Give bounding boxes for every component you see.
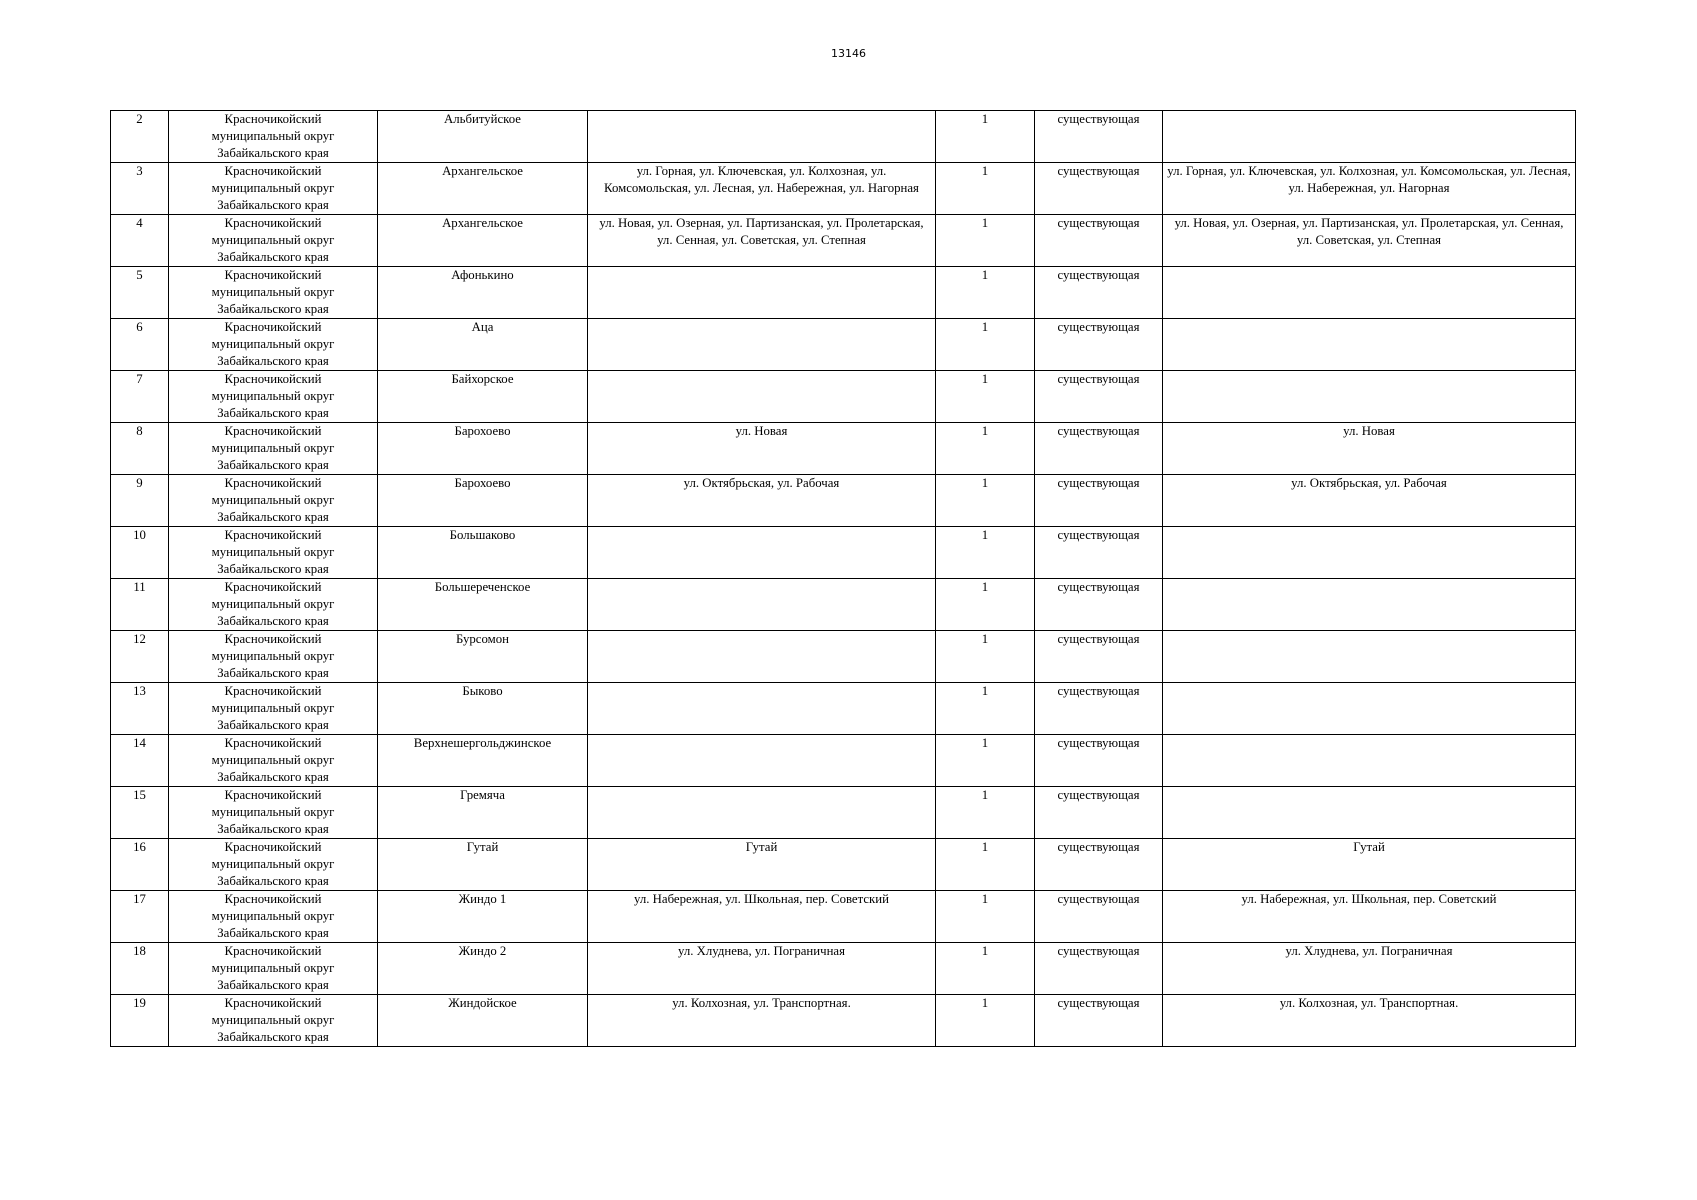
settlement-cell: Барохоево <box>378 475 588 527</box>
table-row <box>111 631 1576 683</box>
streets-cell: ул. Горная, ул. Ключевская, ул. Колхозная, ул. Комсомольская, ул. Лесная, ул. Набережная, ул. Нагорная <box>588 163 936 215</box>
table-row <box>111 839 1576 891</box>
district-cell: Красночикойский муниципальный округ Забайкальского края <box>169 631 378 683</box>
settlement-cell: Жиндо 1 <box>378 891 588 943</box>
count-cell: 1 <box>936 683 1035 735</box>
table-row <box>111 527 1576 579</box>
status-cell: существующая <box>1035 735 1163 787</box>
district-cell: Красночикойский муниципальный округ Забайкальского края <box>169 579 378 631</box>
streets-cell: ул. Новая <box>588 423 936 475</box>
row-number-cell: 17 <box>111 891 169 943</box>
settlement-cell: Архангельское <box>378 215 588 267</box>
streets-detail-cell: ул. Горная, ул. Ключевская, ул. Колхозная, ул. Комсомольская, ул. Лесная, ул. Набережная, ул. Нагорная <box>1163 163 1576 215</box>
settlement-cell: Бурсомон <box>378 631 588 683</box>
table-row <box>111 735 1576 787</box>
row-number-cell: 5 <box>111 267 169 319</box>
streets-detail-cell: ул. Новая <box>1163 423 1576 475</box>
settlement-cell: Байхорское <box>378 371 588 423</box>
count-cell: 1 <box>936 891 1035 943</box>
streets-cell: ул. Новая, ул. Озерная, ул. Партизанская, ул. Пролетарская, ул. Сенная, ул. Советская, ул. Степная <box>588 215 936 267</box>
count-cell: 1 <box>936 943 1035 995</box>
count-cell: 1 <box>936 527 1035 579</box>
status-cell: существующая <box>1035 111 1163 163</box>
streets-detail-cell <box>1163 735 1576 787</box>
count-cell: 1 <box>936 163 1035 215</box>
district-cell: Красночикойский муниципальный округ Забайкальского края <box>169 111 378 163</box>
streets-cell <box>588 579 936 631</box>
district-cell: Красночикойский муниципальный округ Забайкальского края <box>169 371 378 423</box>
district-cell: Красночикойский муниципальный округ Забайкальского края <box>169 475 378 527</box>
district-cell: Красночикойский муниципальный округ Забайкальского края <box>169 163 378 215</box>
page-number: 13146 <box>831 47 866 60</box>
table-row <box>111 423 1576 475</box>
settlement-cell: Верхнешергольджинское <box>378 735 588 787</box>
table-row <box>111 215 1576 267</box>
district-cell: Красночикойский муниципальный округ Забайкальского края <box>169 423 378 475</box>
status-cell: существующая <box>1035 787 1163 839</box>
settlement-cell: Аца <box>378 319 588 371</box>
table-row <box>111 111 1576 163</box>
status-cell: существующая <box>1035 267 1163 319</box>
row-number-cell: 6 <box>111 319 169 371</box>
streets-detail-cell <box>1163 527 1576 579</box>
status-cell: существующая <box>1035 579 1163 631</box>
streets-detail-cell: ул. Хлуднева, ул. Пограничная <box>1163 943 1576 995</box>
streets-detail-cell: Гутай <box>1163 839 1576 891</box>
district-cell: Красночикойский муниципальный округ Забайкальского края <box>169 683 378 735</box>
streets-detail-cell <box>1163 579 1576 631</box>
district-cell: Красночикойский муниципальный округ Забайкальского края <box>169 527 378 579</box>
count-cell: 1 <box>936 215 1035 267</box>
row-number-cell: 16 <box>111 839 169 891</box>
district-cell: Красночикойский муниципальный округ Забайкальского края <box>169 267 378 319</box>
table-row <box>111 475 1576 527</box>
district-cell: Красночикойский муниципальный округ Забайкальского края <box>169 943 378 995</box>
count-cell: 1 <box>936 423 1035 475</box>
table-row <box>111 163 1576 215</box>
row-number-cell: 13 <box>111 683 169 735</box>
settlement-cell: Большаково <box>378 527 588 579</box>
settlement-cell: Быково <box>378 683 588 735</box>
count-cell: 1 <box>936 111 1035 163</box>
status-cell: существующая <box>1035 943 1163 995</box>
status-cell: существующая <box>1035 475 1163 527</box>
streets-detail-cell <box>1163 683 1576 735</box>
count-cell: 1 <box>936 371 1035 423</box>
streets-cell <box>588 735 936 787</box>
count-cell: 1 <box>936 267 1035 319</box>
streets-cell <box>588 527 936 579</box>
row-number-cell: 7 <box>111 371 169 423</box>
streets-detail-cell <box>1163 371 1576 423</box>
count-cell: 1 <box>936 579 1035 631</box>
settlement-cell: Архангельское <box>378 163 588 215</box>
row-number-cell: 11 <box>111 579 169 631</box>
row-number-cell: 15 <box>111 787 169 839</box>
streets-cell: ул. Набережная, ул. Школьная, пер. Советский <box>588 891 936 943</box>
table-row <box>111 943 1576 995</box>
row-number-cell: 12 <box>111 631 169 683</box>
settlement-cell: Большереченское <box>378 579 588 631</box>
row-number-cell: 9 <box>111 475 169 527</box>
settlement-cell: Жиндойское <box>378 995 588 1047</box>
count-cell: 1 <box>936 735 1035 787</box>
row-number-cell: 4 <box>111 215 169 267</box>
district-cell: Красночикойский муниципальный округ Забайкальского края <box>169 891 378 943</box>
count-cell: 1 <box>936 475 1035 527</box>
streets-cell <box>588 787 936 839</box>
settlement-cell: Гремяча <box>378 787 588 839</box>
streets-cell: ул. Октябрьская, ул. Рабочая <box>588 475 936 527</box>
streets-cell: Гутай <box>588 839 936 891</box>
count-cell: 1 <box>936 787 1035 839</box>
row-number-cell: 8 <box>111 423 169 475</box>
status-cell: существующая <box>1035 371 1163 423</box>
count-cell: 1 <box>936 839 1035 891</box>
status-cell: существующая <box>1035 891 1163 943</box>
status-cell: существующая <box>1035 423 1163 475</box>
district-cell: Красночикойский муниципальный округ Забайкальского края <box>169 319 378 371</box>
district-cell: Красночикойский муниципальный округ Забайкальского края <box>169 995 378 1047</box>
table-row <box>111 579 1576 631</box>
streets-cell <box>588 111 936 163</box>
streets-cell <box>588 631 936 683</box>
table-row <box>111 683 1576 735</box>
count-cell: 1 <box>936 631 1035 683</box>
streets-cell: ул. Колхозная, ул. Транспортная. <box>588 995 936 1047</box>
table-row <box>111 319 1576 371</box>
streets-detail-cell <box>1163 111 1576 163</box>
table-row <box>111 891 1576 943</box>
row-number-cell: 18 <box>111 943 169 995</box>
streets-cell <box>588 267 936 319</box>
row-number-cell: 2 <box>111 111 169 163</box>
status-cell: существующая <box>1035 319 1163 371</box>
district-cell: Красночикойский муниципальный округ Забайкальского края <box>169 735 378 787</box>
settlement-cell: Барохоево <box>378 423 588 475</box>
table-row <box>111 995 1576 1047</box>
streets-detail-cell <box>1163 267 1576 319</box>
settlement-cell: Гутай <box>378 839 588 891</box>
streets-cell <box>588 319 936 371</box>
status-cell: существующая <box>1035 839 1163 891</box>
district-cell: Красночикойский муниципальный округ Забайкальского края <box>169 215 378 267</box>
row-number-cell: 10 <box>111 527 169 579</box>
streets-detail-cell: ул. Колхозная, ул. Транспортная. <box>1163 995 1576 1047</box>
row-number-cell: 19 <box>111 995 169 1047</box>
registry-table <box>110 110 1576 1047</box>
streets-cell <box>588 683 936 735</box>
table-row <box>111 267 1576 319</box>
streets-detail-cell <box>1163 631 1576 683</box>
row-number-cell: 3 <box>111 163 169 215</box>
status-cell: существующая <box>1035 163 1163 215</box>
streets-detail-cell: ул. Октябрьская, ул. Рабочая <box>1163 475 1576 527</box>
table-row <box>111 371 1576 423</box>
streets-detail-cell <box>1163 787 1576 839</box>
settlement-cell: Афонькино <box>378 267 588 319</box>
status-cell: существующая <box>1035 215 1163 267</box>
district-cell: Красночикойский муниципальный округ Забайкальского края <box>169 787 378 839</box>
streets-detail-cell: ул. Новая, ул. Озерная, ул. Партизанская, ул. Пролетарская, ул. Сенная, ул. Советская, ул. Степная <box>1163 215 1576 267</box>
streets-detail-cell <box>1163 319 1576 371</box>
streets-detail-cell: ул. Набережная, ул. Школьная, пер. Советский <box>1163 891 1576 943</box>
count-cell: 1 <box>936 319 1035 371</box>
status-cell: существующая <box>1035 631 1163 683</box>
count-cell: 1 <box>936 995 1035 1047</box>
status-cell: существующая <box>1035 527 1163 579</box>
row-number-cell: 14 <box>111 735 169 787</box>
streets-cell: ул. Хлуднева, ул. Пограничная <box>588 943 936 995</box>
settlement-cell: Альбитуйское <box>378 111 588 163</box>
settlement-cell: Жиндо 2 <box>378 943 588 995</box>
district-cell: Красночикойский муниципальный округ Забайкальского края <box>169 839 378 891</box>
status-cell: существующая <box>1035 995 1163 1047</box>
streets-cell <box>588 371 936 423</box>
status-cell: существующая <box>1035 683 1163 735</box>
table-row <box>111 787 1576 839</box>
registry-table-body <box>111 111 1576 1047</box>
